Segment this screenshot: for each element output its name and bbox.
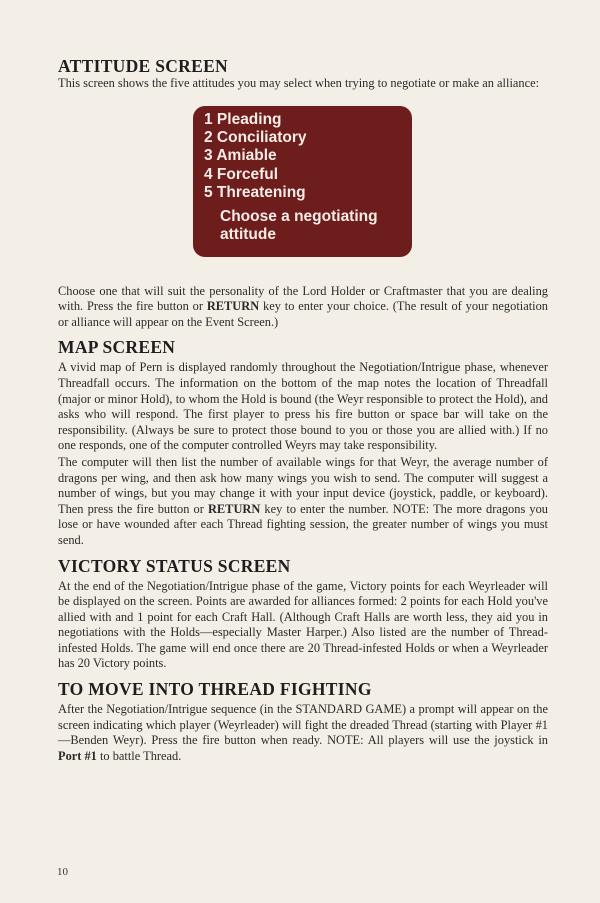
map-p2-a: The computer will then list the number of available wings for that Weyr, the average number of dragons per wing, and then ask how many wings you wish to send. The computer will suggest a number of wings, but you may change it with your input device (joystick, paddle, or keyboard). Then press the fire button or xyxy=(58,454,548,516)
thread-heading: TO MOVE INTO THREAD FIGHTING xyxy=(58,679,372,700)
thread-paragraph xyxy=(58,702,548,764)
attitude-body-a: Choose one that will suit the personality of the Lord Holder or Craftmaster that you are dealing with. Press the fire button or xyxy=(58,283,548,314)
attitude-prompt-line2: attitude xyxy=(220,225,276,243)
victory-heading: VICTORY STATUS SCREEN xyxy=(58,555,291,576)
port-label: Port #1 xyxy=(58,748,97,763)
map-section xyxy=(58,337,548,548)
attitude-option-amiable: 3 Amiable xyxy=(204,147,277,165)
map-paragraph-2 xyxy=(58,455,548,549)
return-key-label: RETURN xyxy=(207,501,261,516)
attitude-prompt-line1: Choose a negotiating xyxy=(220,207,378,225)
map-heading: MAP SCREEN xyxy=(58,337,176,358)
thread-section xyxy=(58,679,548,764)
victory-paragraph: At the end of the Negotiation/Intrigue phase of the game, Victory points for each Weyrleader will be displayed on the screen. Points are awarded for alliances formed: 2 points for each Hold you've allied with and 1 point for each Craft Hall. (Although Craft Halls are worth less, they aid you in negotiations with the Holds—especially Master Harper.) Also listed are the number of Thread-infested Holds. The game will end once there are 20 Thread-infested Holds or when a Weyrleader has 20 Victory points. xyxy=(58,578,548,671)
attitude-screen-illustration xyxy=(193,106,412,257)
manual-page xyxy=(58,56,548,764)
return-key-label: RETURN xyxy=(206,299,260,314)
attitude-prompt xyxy=(204,208,412,244)
attitude-intro: This screen shows the five attitudes you may select when trying to negotiate or make an alliance: xyxy=(58,76,540,90)
victory-section xyxy=(58,556,548,673)
attitude-option-conciliatory: 2 Conciliatory xyxy=(204,129,307,146)
thread-p1-b: to battle Thread. xyxy=(96,748,182,763)
map-p2-b: key to enter the number. NOTE: The more dragons you lose or have wounded after each Thread fighting session, the greater number of wings you must send. xyxy=(58,501,548,547)
thread-p1-a: After the Negotiation/Intrigue sequence (in the STANDARD GAME) a prompt will appear on the screen indicating which player (Weyrleader) will fight the dreaded Thread (starting with Player #1—Benden Weyr). Press the fire button when ready. NOTE: All players will use the joystick in xyxy=(58,702,548,748)
attitude-body xyxy=(58,284,548,331)
attitude-section xyxy=(58,56,548,330)
attitude-option-threatening: 5 Threatening xyxy=(204,184,306,202)
map-paragraph-1: A vivid map of Pern is displayed randomly throughout the Negotiation/Intrigue phase, whenever Threadfall occurs. The information on the bottom of the map notes the location of Threadfall (major or minor Hold), to whom the Hold is bound (the Weyr responsible to protect the Hold), and asks who will respond. The first player to press his fire button or space bar will take on the responsibility. (Always be sure to protect those bound to you or those you are allied with.) If no one responds, one of the computer controlled Weyrs may take responsibility. xyxy=(58,360,548,453)
attitude-option-pleading: 1 Pleading xyxy=(204,110,282,128)
attitude-option-forceful: 4 Forceful xyxy=(204,165,279,183)
attitude-body-b: key to enter your choice. (The result of your negotiation or alliance will appear on the Event Screen.) xyxy=(58,299,548,329)
attitude-heading: ATTITUDE SCREEN xyxy=(58,56,228,76)
page-number: 10 xyxy=(57,866,68,878)
